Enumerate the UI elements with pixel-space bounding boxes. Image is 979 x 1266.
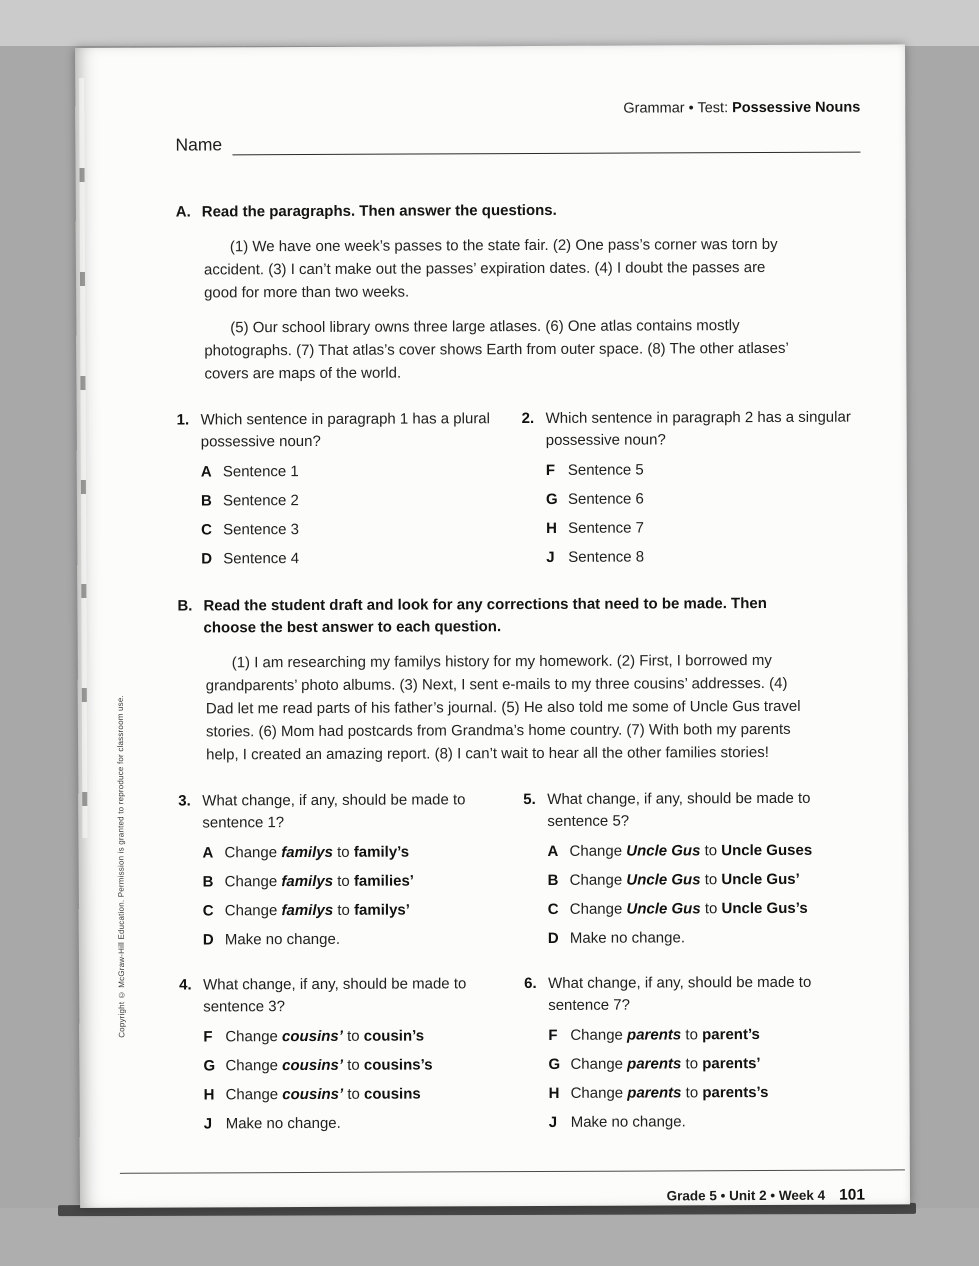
header-title: Possessive Nouns [732,99,861,117]
option-text: Change familys to families’ [224,872,414,891]
option-5A [547,841,853,862]
name-label: Name [175,134,223,155]
option-letter: F [548,1026,558,1044]
question-5-text: What change, if any, should be made to sentence 5? [547,789,811,830]
question-3-number: 3. [178,792,191,810]
question-2-number: 2. [521,410,535,428]
option-text: Make no change. [569,929,686,947]
question-6-options [548,1025,854,1133]
section-b-label: B. [177,597,193,615]
question-2 [522,407,853,568]
option-2J [546,547,852,568]
option-letter: H [546,519,557,537]
question-6 [524,972,855,1133]
option-5C [548,899,854,920]
option-letter: J [546,548,555,566]
option-5B [548,870,854,891]
scan-top-strip [0,0,979,46]
option-letter: G [203,1057,216,1075]
question-3 [178,789,509,950]
question-1-text: Which sentence in paragraph 1 has a plural possessive noun? [200,410,491,451]
option-text: Change familys to familys’ [224,901,410,920]
option-letter: J [203,1115,213,1133]
option-3C [203,900,509,921]
option-text: Sentence 3 [223,521,300,539]
option-letter: F [203,1028,213,1046]
option-4H [204,1084,510,1105]
option-text: Sentence 1 [222,463,299,481]
option-text: Change parents to parents’ [570,1055,761,1073]
question-4-options [203,1026,509,1134]
option-letter: H [203,1086,215,1104]
passage-a-paragraph-2: (5) Our school library owns three large atlases. (6) One atlas contains mostly photographs. (7) That atlas’s cover shows Earth from outer space. (8) The other atlases’ covers are maps of the world. [204,317,789,383]
option-5D [548,928,854,949]
option-letter: G [548,1055,561,1073]
option-letter: C [547,900,559,918]
option-text: Change familys to family’s [224,843,410,862]
question-4 [179,973,510,1134]
copyright-text: Copyright © McGraw-Hill Education. Permission is granted to reproduce for classroom use. [115,695,127,1038]
option-2G [546,489,852,510]
option-letter: G [545,490,558,508]
section-a-label: A. [175,203,191,221]
name-row [175,130,860,156]
option-text: Change Uncle Gus to Uncle Gus’ [569,870,800,889]
option-text: Sentence 7 [568,519,645,537]
option-letter: A [200,463,212,481]
option-text: Change Uncle Gus to Uncle Guses [569,841,813,860]
option-text: Change parents to parents’s [570,1083,769,1102]
page-content [175,100,865,1208]
option-3A [202,842,508,863]
option-text: Sentence 4 [223,550,300,568]
worksheet-page [75,44,910,1208]
question-6-text: What change, if any, should be made to sentence 7? [548,973,812,1014]
option-letter: C [202,902,214,920]
question-3-options [202,842,508,950]
option-text: Change Uncle Gus to Uncle Gus’s [569,899,808,918]
header-prefix: Grammar • Test: [623,100,733,117]
option-6H [549,1083,855,1104]
binding-edge-marks [79,78,87,838]
option-letter: C [201,521,212,539]
option-letter: J [548,1113,558,1131]
option-letter: B [202,873,214,891]
page-footer [180,1187,865,1208]
section-a-heading [176,199,861,224]
question-4-text: What change, if any, should be made to sentence 3? [203,975,467,1016]
option-letter: D [547,929,559,947]
option-3B [203,871,509,892]
option-6F [548,1025,854,1046]
option-2H [546,518,852,539]
passage-b-paragraph: (1) I am researching my familys history for my homework. (2) First, I borrowed my grandparents’ photo albums. (3) Next, I sent e-mails to my three cousins’ addresses. (4) Dad let me read parts of his father’s journal. (5) He also told me some of Uncle Gus travel stories. (6) Mom had postcards from Grandma’s home country. (7) With both my parents help, I created an amazing report. (8) I can’t wait to hear all the other families stories! [205,651,801,764]
option-text: Sentence 8 [568,548,645,566]
option-text: Change cousins’ to cousins [225,1085,421,1104]
question-6-head [524,972,854,1017]
option-letter: A [547,842,559,860]
option-text: Make no change. [225,1114,341,1133]
option-text: Make no change. [570,1113,686,1131]
option-letter: A [202,844,214,862]
option-letter: B [200,492,212,510]
question-1-options [201,461,507,569]
footer-divider [120,1169,905,1173]
option-text: Change parents to parent’s [570,1026,760,1044]
question-2-text: Which sentence in paragraph 2 has a singular possessive noun? [545,408,851,449]
question-4-head [179,973,509,1018]
question-1-number: 1. [176,411,190,429]
scan-bottom-area [0,1208,979,1266]
question-2-options [546,460,852,568]
question-4-number: 4. [179,976,192,994]
passage-a-paragraph-1: (1) We have one week’s passes to the state fair. (2) One pass’s corner was torn by accident. (3) I can’t make out the passes’ expiration dates. (4) I doubt the passes are good for more than two weeks. [203,235,778,302]
question-1 [177,408,508,569]
option-text: Sentence 6 [567,490,644,508]
question-6-number: 6. [524,974,537,993]
option-text: Change cousins’ to cousin’s [225,1027,425,1046]
question-3-head [178,789,508,834]
option-letter: D [202,931,214,949]
option-3D [203,929,509,950]
option-1C [201,519,507,540]
section-b-heading [177,593,862,640]
question-5-head [523,788,853,833]
option-letter: D [201,550,213,568]
page-header [175,100,860,119]
question-5-number: 5. [523,790,536,809]
option-letter: B [547,871,559,889]
option-2F [546,460,852,481]
option-letter: H [548,1084,560,1102]
question-row-1 [177,407,863,570]
question-1-head [177,408,507,453]
question-2-head [522,407,852,452]
footer-breadcrumb: Grade 5 • Unit 2 • Week 4 [666,1187,826,1204]
option-4F [203,1026,509,1047]
question-row-3 [179,972,865,1135]
question-3-text: What change, if any, should be made to sentence 1? [202,791,466,832]
option-text: Sentence 5 [567,461,644,479]
option-6J [549,1112,855,1133]
option-1B [201,490,507,511]
option-4J [204,1113,510,1134]
name-blank-line [232,130,860,156]
option-text: Make no change. [224,930,341,949]
option-letter: F [545,461,556,479]
option-6G [548,1054,854,1075]
section-a-title: Read the paragraphs. Then answer the questions. [201,201,557,221]
option-1D [201,548,507,569]
option-text: Change cousins’ to cousins’s [225,1056,433,1075]
question-row-2 [178,788,864,951]
option-1A [201,461,507,482]
option-4G [203,1055,509,1076]
section-b-title: Read the student draft and look for any corrections that need to be made. Then choose the best answer to each question. [203,594,767,637]
page-number: 101 [839,1186,866,1204]
question-5-options [547,841,853,949]
option-text: Sentence 2 [222,492,299,510]
question-5 [523,788,854,949]
